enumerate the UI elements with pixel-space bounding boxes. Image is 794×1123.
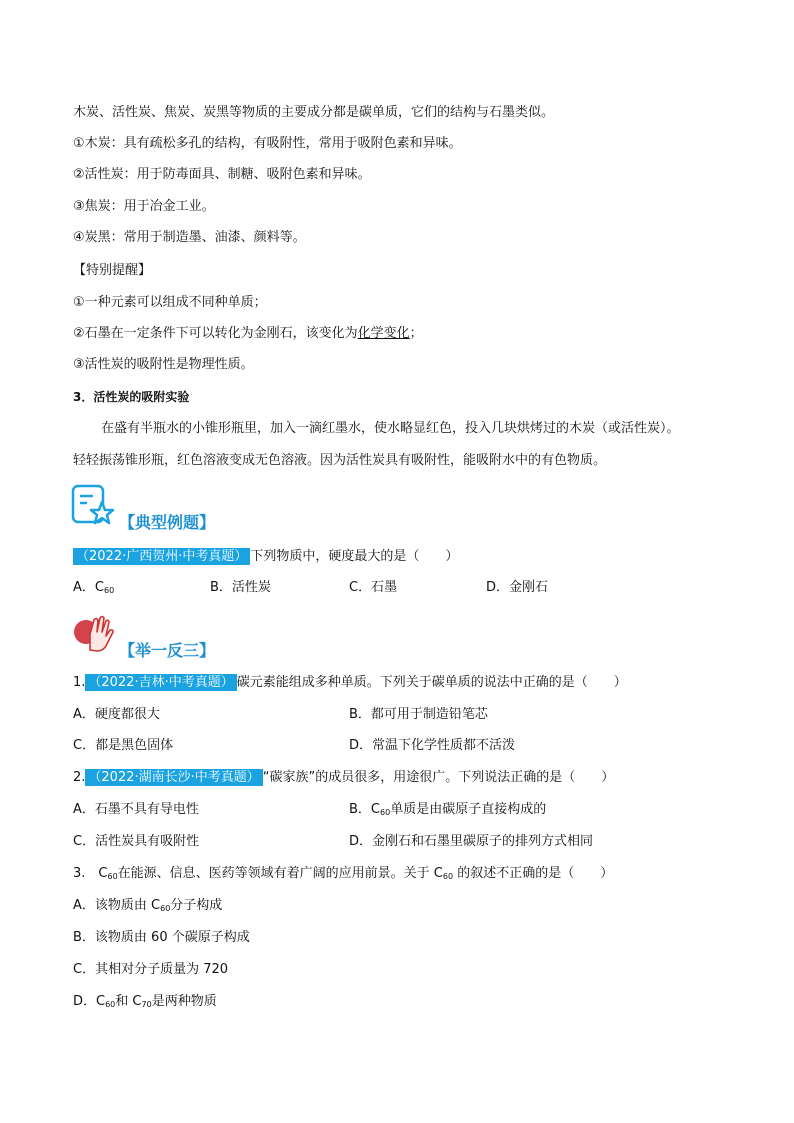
q2-option-b: B．$C_{60}$单质是由碳原子直接构成的 (349, 802, 547, 817)
example-option-a: A．$C_{60}$ (73, 580, 115, 595)
intro-line-1: 木炭、活性炭、焦炭、炭黑等物质的主要成分都是碳单质，它们的结构与石墨类似。 (73, 105, 555, 120)
q2-option-a: A．石墨不具有导电性 (73, 802, 199, 817)
q3-option-b: B．该物质由 60 个碳原子构成 (73, 930, 250, 945)
q1-option-c: C．都是黑色固体 (73, 738, 174, 753)
source-tag: （2022·广西贺州·中考真题） (73, 548, 250, 565)
source-tag: （2022·吉林·中考真题） (85, 674, 236, 691)
intro-line-5: ④炭黑：常用于制造墨、油漆、颜料等。 (73, 230, 306, 245)
q3-option-c: C．其相对分子质量为 720 (73, 962, 229, 977)
intro-line-2: ①木炭：具有疏松多孔的结构，有吸附性，常用于吸附色素和异味。 (73, 136, 462, 151)
hand-icon (72, 612, 118, 654)
example-header: 【典型例题】 (119, 513, 216, 532)
example-option-c: C．石墨 (349, 580, 398, 595)
intro-line-3: ②活性炭：用于防毒面具、制糖、吸附色素和异味。 (73, 167, 371, 182)
q3-option-a: A．该物质由 $C_{60}$分子构成 (73, 898, 223, 913)
q1-option-d: D．常温下化学性质都不活泼 (349, 738, 516, 753)
q3-option-d: D．$C_{60}$和 $C_{70}$是两种物质 (73, 994, 217, 1009)
intro-line-4: ③焦炭：用于冶金工业。 (73, 199, 215, 214)
section-3-para-1: 在盛有半瓶水的小锥形瓶里，加入一滴红墨水，使水略显红色，投入几块烘烤过的木炭（或活性炭）。 (101, 421, 680, 436)
q2-option-d: D．金刚石和石墨里碳原子的排列方式相同 (349, 834, 594, 849)
q1-option-b: B．都可用于制造铅笔芯 (349, 707, 488, 722)
reminder-1: ①一种元素可以组成不同种单质； (73, 295, 267, 310)
q2-question: 2. （2022·湖南长沙·中考真题） “碳家族”的成员很多，用途很广。下列说法正确的是（ ） (73, 770, 615, 785)
example-option-b: B．活性炭 (210, 580, 271, 595)
underlined-answer: 化学变化 (357, 326, 410, 341)
example-question: （2022·广西贺州·中考真题） 下列物质中，硬度最大的是（ ） (73, 548, 458, 566)
reminder-2: ②石墨在一定条件下可以转化为金刚石，该变化为化学变化； (73, 326, 423, 341)
section-3-title: 3．活性炭的吸附实验 (73, 390, 190, 404)
q1-question: 1. （2022·吉林·中考真题） 碳元素能组成多种单质。下列关于碳单质的说法中正确的是（ ） (73, 675, 627, 690)
star-card-icon (71, 484, 117, 528)
reminder-title: 【特别提醒】 (73, 263, 152, 278)
reminder-3: ③活性炭的吸附性是物理性质。 (73, 357, 254, 372)
q1-option-a: A．硬度都很大 (73, 707, 160, 722)
q3-question: 3. $C_{60}$在能源、信息、医药等领域有着广阔的应用前景。关于 $C_{60}$ 的叙述不正确的是（ ） (73, 866, 614, 881)
q2-option-c: C．活性炭具有吸附性 (73, 834, 200, 849)
example-option-d: D．金刚石 (486, 580, 549, 595)
section-3-para-2: 轻轻振荡锥形瓶，红色溶液变成无色溶液。因为活性炭具有吸附性，能吸附水中的有色物质。 (73, 453, 607, 468)
practice-header: 【举一反三】 (119, 641, 216, 660)
source-tag: （2022·湖南长沙·中考真题） (85, 769, 262, 786)
